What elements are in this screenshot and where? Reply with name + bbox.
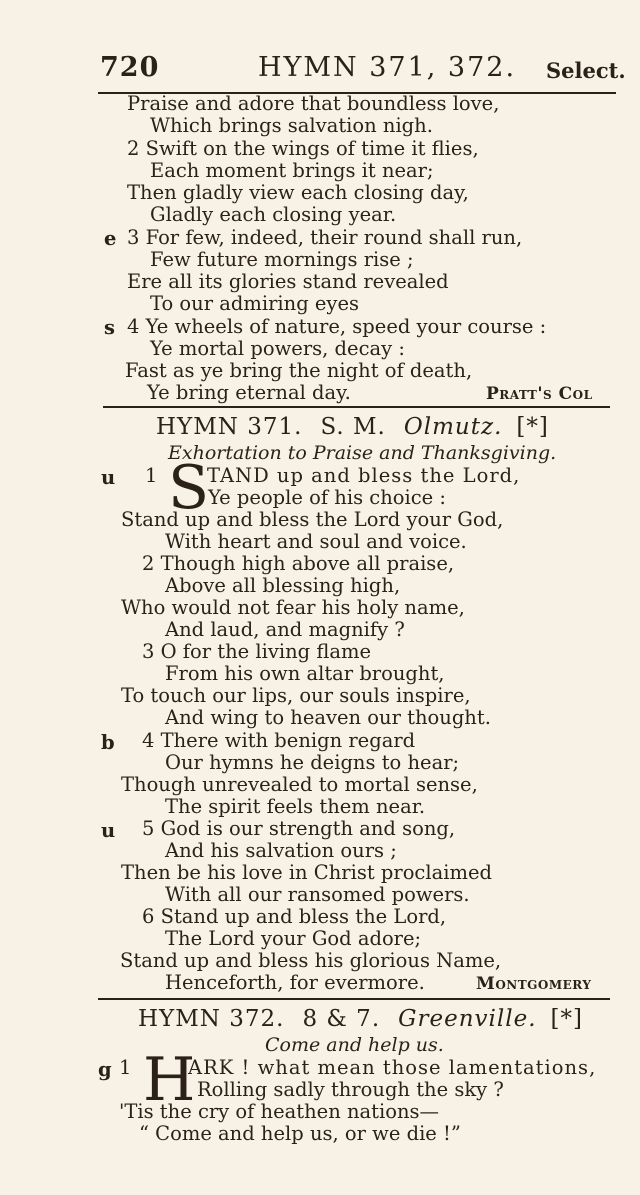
- verse-line: To touch our lips, our souls inspire,: [121, 684, 471, 707]
- hymn-heading: [156, 414, 549, 440]
- verse-line: Above all blessing high,: [165, 574, 401, 597]
- verse-line: 4 There with benign regard: [142, 729, 416, 752]
- verse-line: Our hymns he deigns to hear;: [165, 751, 460, 774]
- verse-line: Fast as ye bring the night of death,: [125, 359, 473, 382]
- dynamic-mark: b: [101, 731, 115, 754]
- verse-line: 2 Though high above all praise,: [142, 552, 455, 575]
- verse-number: 1: [145, 464, 158, 487]
- verse-line: To our admiring eyes: [150, 292, 359, 315]
- verse-line: Rolling sadly through the sky ?: [197, 1078, 504, 1101]
- verse-line: TAND up and bless the Lord,: [207, 464, 521, 487]
- verse-line: Stand up and bless the Lord your God,: [121, 508, 504, 531]
- verse-line: 2 Swift on the wings of time it flies,: [127, 137, 479, 160]
- verse-line: 3 O for the living flame: [142, 640, 372, 663]
- tune-name: Olmutz.: [403, 414, 503, 440]
- hymn-subtitle: Come and help us.: [265, 1034, 444, 1056]
- dynamic-mark: u: [101, 819, 116, 842]
- verse-line: Who would not fear his holy name,: [121, 596, 465, 619]
- verse-line: Then be his love in Christ proclaimed: [121, 861, 492, 884]
- verse-line: Gladly each closing year.: [150, 203, 397, 226]
- running-title: HYMN 371, 372.: [258, 52, 517, 83]
- verse-line: Which brings salvation nigh.: [150, 114, 433, 137]
- verse-number: 1: [119, 1056, 132, 1079]
- hymn-divider: [98, 998, 610, 1000]
- hymn-number: HYMN 372.: [138, 1006, 285, 1032]
- verse-line: 3 For few, indeed, their round shall run,: [127, 226, 523, 249]
- verse-line: And laud, and magnify ?: [165, 618, 405, 641]
- drop-cap: H: [143, 1045, 196, 1115]
- tune-name: Greenville.: [398, 1006, 537, 1032]
- verse-line: Ere all its glories stand revealed: [127, 270, 449, 293]
- verse-line: The Lord your God adore;: [165, 927, 422, 950]
- verse-line: Then gladly view each closing day,: [127, 181, 469, 204]
- drop-cap: S: [168, 453, 210, 523]
- verse-line: And wing to heaven our thought.: [165, 706, 491, 729]
- verse-line: 'Tis the cry of heathen nations—: [119, 1100, 440, 1123]
- verse-line: “ Come and help us, or we die !”: [139, 1122, 461, 1145]
- verse-line: With heart and soul and voice.: [165, 530, 467, 553]
- verse-line: And his salvation ours ;: [165, 839, 397, 862]
- dynamic-mark: u: [101, 466, 116, 489]
- verse-line: With all our ransomed powers.: [165, 883, 470, 906]
- verse-line: Henceforth, for evermore.: [165, 971, 425, 994]
- verse-line: 5 God is our strength and song,: [142, 817, 456, 840]
- dynamic-mark: g: [98, 1058, 112, 1081]
- verse-line: Ye people of his choice :: [208, 486, 446, 509]
- verse-line: Few future mornings rise ;: [150, 248, 414, 271]
- attribution: Pratt's Col: [486, 384, 593, 404]
- hymn-subtitle: Exhortation to Praise and Thanksgiving.: [168, 442, 557, 464]
- verse-line: ARK ! what mean those lamentations,: [188, 1056, 597, 1079]
- hymn-marker: [*]: [550, 1006, 583, 1032]
- hymn-meter: S. M.: [320, 414, 386, 440]
- verse-line: Though unrevealed to mortal sense,: [121, 773, 478, 796]
- hymn-number: HYMN 371.: [156, 414, 303, 440]
- dynamic-mark: s: [104, 316, 115, 339]
- hymn-marker: [*]: [516, 414, 549, 440]
- verse-line: Praise and adore that boundless love,: [127, 92, 500, 115]
- verse-line: Ye mortal powers, decay :: [150, 337, 405, 360]
- dynamic-mark: e: [104, 227, 117, 250]
- verse-line: The spirit feels them near.: [165, 795, 426, 818]
- verse-line: From his own altar brought,: [165, 662, 445, 685]
- hymn-heading: [138, 1006, 583, 1032]
- verse-line: Ye bring eternal day.: [147, 381, 351, 404]
- hymn-meter: 8 & 7.: [302, 1006, 381, 1032]
- hymn-divider: [103, 406, 610, 408]
- page-number: 720: [100, 52, 160, 83]
- verse-line: 6 Stand up and bless the Lord,: [142, 905, 447, 928]
- section-label: Select.: [546, 58, 626, 83]
- verse-line: Each moment brings it near;: [150, 159, 434, 182]
- attribution: Montgomery: [476, 974, 592, 994]
- verse-line: 4 Ye wheels of nature, speed your course :: [127, 315, 547, 338]
- verse-line: Stand up and bless his glorious Name,: [120, 949, 502, 972]
